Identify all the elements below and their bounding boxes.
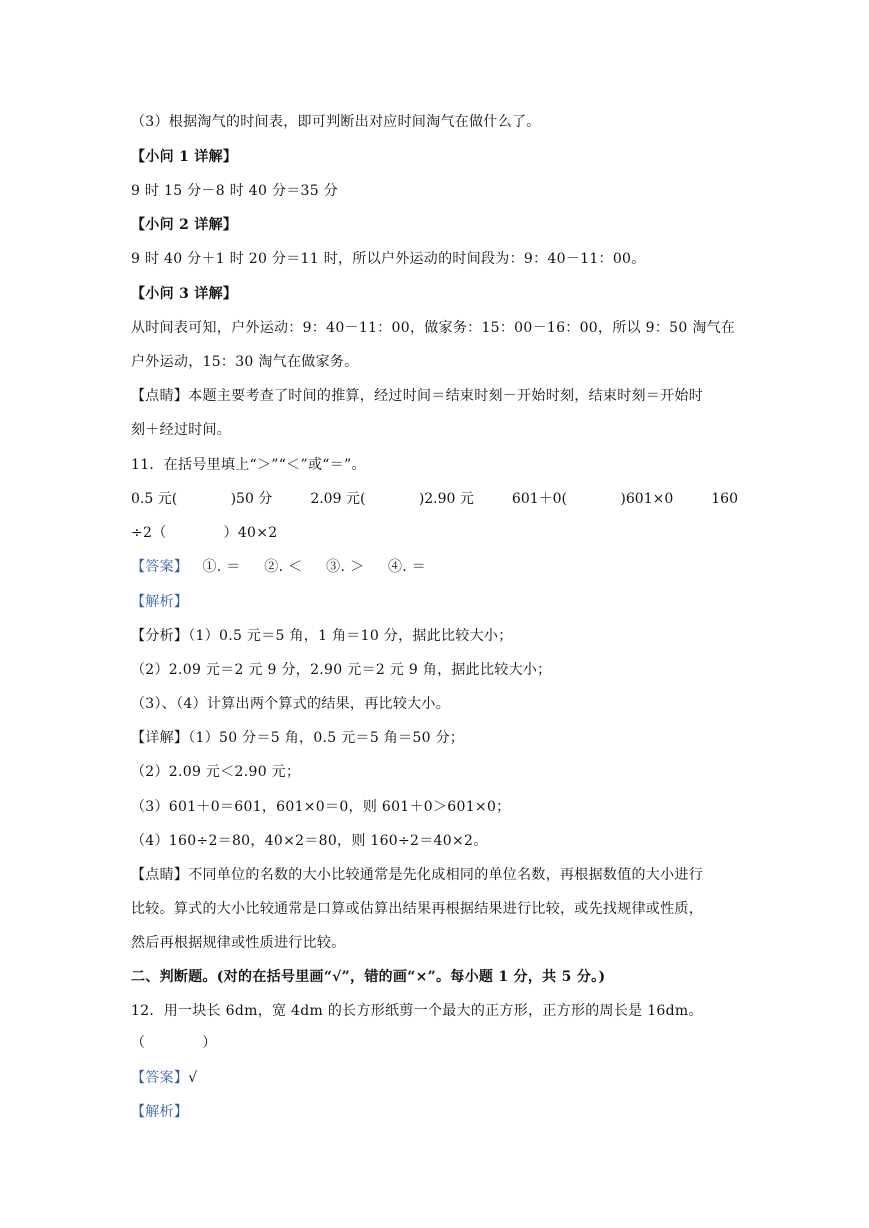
answer-values: √ — [188, 1070, 198, 1086]
comparison-row — [131, 489, 738, 509]
question-12: 12．用一块长 6dm，宽 4dm 的长方形纸剪一个最大的正方形，正方形的周长是 16dm。 — [131, 1003, 703, 1019]
text-line: 然后再根据规律或性质进行比较。 — [131, 935, 346, 951]
text-line: （3）601＋0＝601，601×0＝0，则 601＋0＞601×0； — [131, 799, 511, 815]
subquestion-heading: 【小问 1 详解】 — [131, 149, 238, 165]
text-line: （3）根据淘气的时间表，即可判断出对应时间淘气在做什么了。 — [131, 114, 541, 130]
comparison-item: 0.5 元( )50 分 — [131, 491, 273, 507]
answer-label: 【答案】 — [131, 559, 189, 575]
text-line: 9 时 15 分－8 时 40 分＝35 分 — [131, 183, 339, 199]
subquestion-heading: 【小问 3 详解】 — [131, 286, 238, 302]
text-line: （ ） — [131, 1035, 217, 1051]
answer-line — [131, 1068, 197, 1088]
text-line: ÷2（ ）40×2 — [131, 525, 278, 541]
text-line: （4）160÷2＝80，40×2＝80，则 160÷2＝40×2。 — [131, 833, 488, 849]
answer-line — [131, 557, 426, 577]
question-11: 11．在括号里填上“＞”“＜”或“＝”。 — [131, 457, 366, 473]
key-point-text: 【点睛】不同单位的名数的大小比较通常是先化成相同的单位名数，再根据数值的大小进行 — [131, 867, 703, 883]
analysis-label: 【解析】 — [131, 1104, 189, 1120]
text-line: 9 时 40 分＋1 时 20 分＝11 时，所以户外运动的时间段为：9：40－11：00。 — [131, 251, 646, 267]
text-line: 【分析】（1）0.5 元＝5 角，1 角＝10 分，据此比较大小； — [131, 628, 513, 644]
comparison-item: 601＋0( )601×0 — [511, 491, 674, 507]
text-line: 户外运动，15：30 淘气在做家务。 — [131, 354, 359, 370]
answer-label: 【答案】 — [131, 1070, 189, 1086]
text-line: 比较。算式的大小比较通常是口算或估算出结果再根据结果进行比较，或先找规律或性质， — [131, 901, 703, 917]
comparison-item: 2.09 元( )2.90 元 — [310, 491, 474, 507]
comparison-item: 160 — [711, 491, 738, 507]
text-line: 【详解】（1）50 分＝5 角，0.5 元＝5 角＝50 分； — [131, 730, 465, 746]
section-heading: 二、判断题。(对的在括号里画“√”，错的画“×”。每小题 1 分，共 5 分。) — [131, 969, 606, 985]
text-line: （2）2.09 元＝2 元 9 分，2.90 元＝2 元 9 角，据此比较大小； — [131, 662, 552, 678]
answer-values: ①. ＝ ②. ＜ ③. ＞ ④. ＝ — [188, 559, 427, 575]
subquestion-heading: 【小问 2 详解】 — [131, 217, 238, 233]
text-line: 从时间表可知，户外运动：9：40－11：00，做家务：15：00－16：00，所以 9：50 淘气在 — [131, 320, 736, 336]
analysis-label: 【解析】 — [131, 594, 189, 610]
text-line: 刻＋经过时间。 — [131, 422, 232, 438]
key-point-text: 【点睛】本题主要考查了时间的推算，经过时间＝结束时刻－开始时刻，结束时刻＝开始时 — [131, 388, 703, 404]
text-line: （3）、（4）计算出两个算式的结果，再比较大小。 — [131, 696, 451, 712]
text-line: （2）2.09 元＜2.90 元； — [131, 764, 301, 780]
